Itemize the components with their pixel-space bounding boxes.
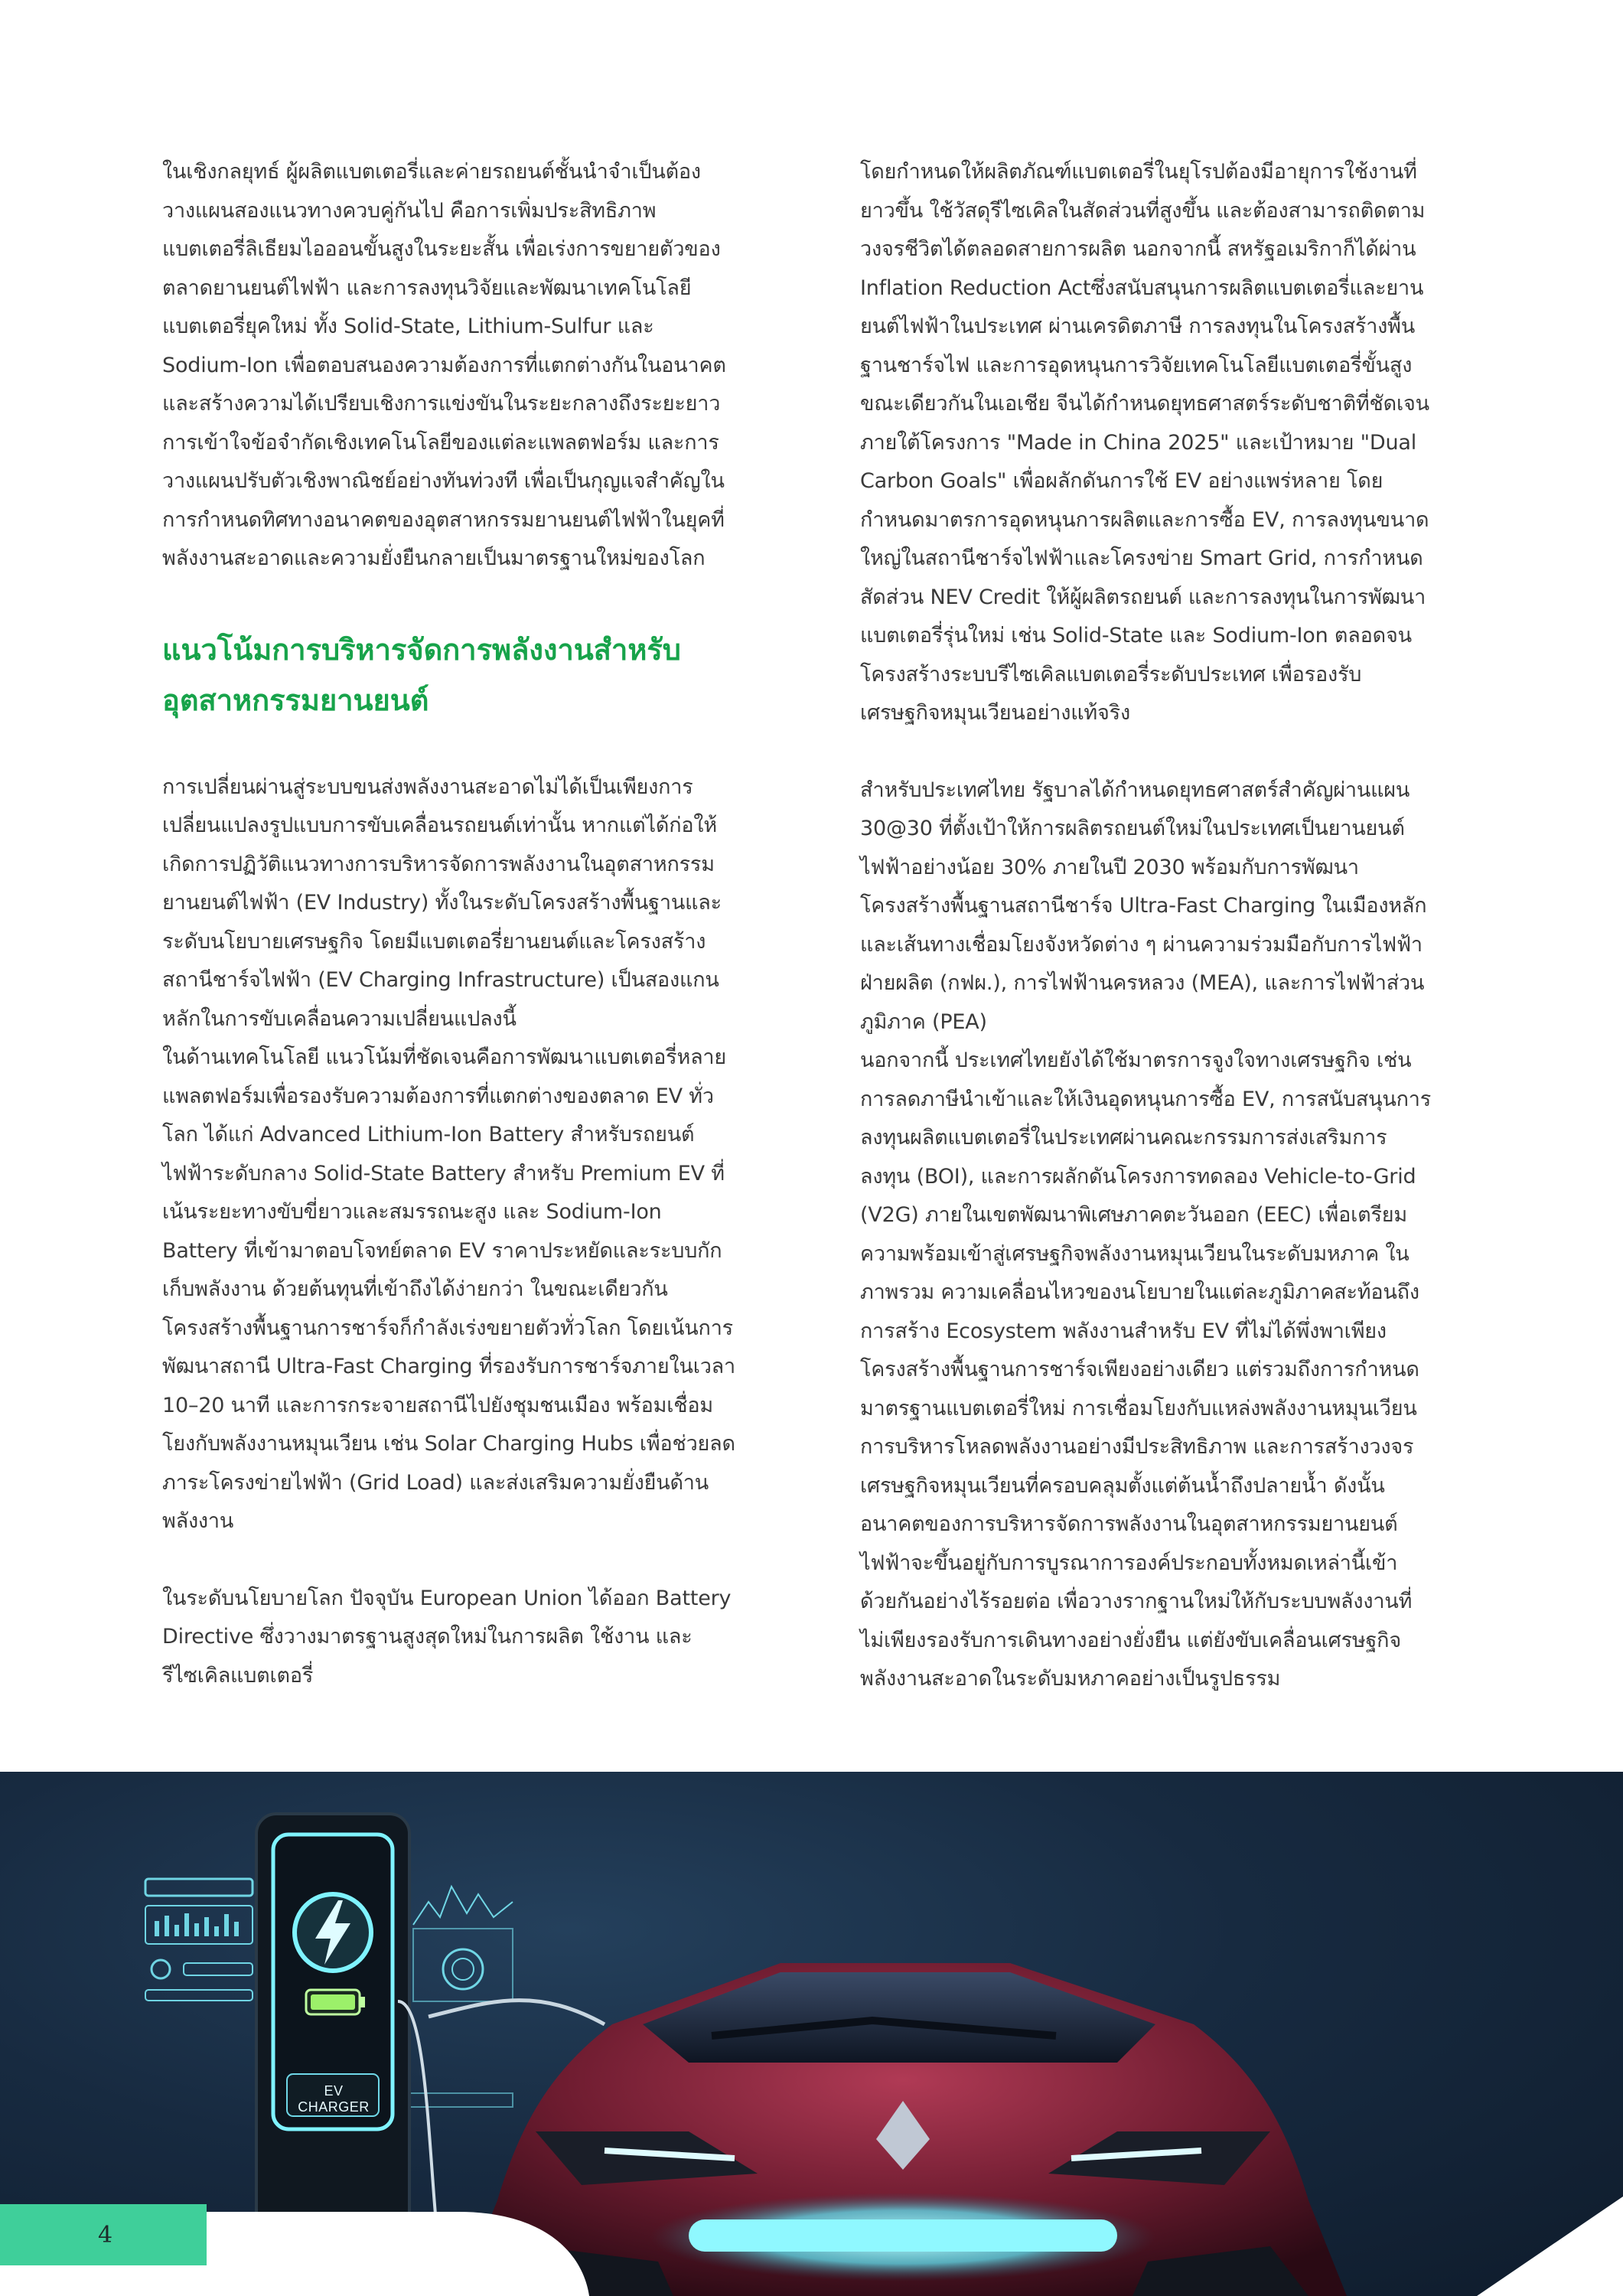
text-line: การเข้าใจข้อจำกัดเชิงเทคโนโลยีของแต่ละแพลตฟอร์ม และการ bbox=[162, 430, 719, 455]
text-line: แพลตฟอร์มเพื่อรองรับความต้องการที่แตกต่างของตลาด EV ทั่ว bbox=[162, 1084, 714, 1108]
text-line: ภาพรวม ความเคลื่อนไหวของนโยบายในแต่ละภูมิภาคสะท้อนถึง bbox=[860, 1280, 1419, 1304]
text-line: แบตเตอรี่ลิเธียมไอออนขั้นสูงในระยะสั้น เพื่อเร่งการขยายตัวของ bbox=[162, 237, 721, 261]
technology-paragraph bbox=[162, 1039, 774, 1541]
text-line: ความพร้อมเข้าสู่เศรษฐกิจพลังงานหมุนเวียนในระดับมหภาค ใน bbox=[860, 1241, 1410, 1266]
text-line: Battery ที่เข้ามาตอบโจทย์ตลาด EV ราคาประหยัดและระบบกัก bbox=[162, 1238, 722, 1263]
text-line: โลก ได้แก่ Advanced Lithium-Ion Battery สำหรับรถยนต์ bbox=[162, 1123, 695, 1146]
text-line: ไฟฟ้าจะขึ้นอยู่กับการบูรณาการองค์ประกอบทั้งหมดเหล่านี้เข้า bbox=[860, 1551, 1398, 1575]
text-line: ลงทุน (BOI), และการผลักดันโครงการทดลอง Vehicle-to-Grid bbox=[860, 1164, 1416, 1189]
text-line: โครงสร้างพื้นฐานสถานีชาร์จ Ultra-Fast Charging ในเมืองหลัก bbox=[860, 894, 1427, 918]
text-line: Directive ซึ่งวางมาตรฐานสูงสุดใหม่ในการผลิต ใช้งาน และ bbox=[162, 1625, 693, 1649]
text-line: (V2G) ภายในเขตพัฒนาพิเศษภาคตะวันออก (EEC) เพื่อเตรียม bbox=[860, 1203, 1408, 1227]
text-line: ภายใต้โครงการ "Made in China 2025" และเป้าหมาย "Dual bbox=[860, 430, 1417, 455]
section-heading bbox=[162, 625, 774, 726]
text-line: อุตสาหกรรมยานยนต์ bbox=[162, 683, 429, 717]
text-line: ด้วยกันอย่างไร้รอยต่อ เพื่อวางรากฐานใหม่ให้กับระบบพลังงานที่ bbox=[860, 1590, 1413, 1613]
text-line: อนาคตของการบริหารจัดการพลังงานในอุตสาหกรรมยานยนต์ bbox=[860, 1512, 1398, 1536]
electric-car bbox=[459, 1963, 1347, 2296]
text-line: เปลี่ยนแปลงรูปแบบการขับเคลื่อนรถยนต์เท่านั้น หากแต่ได้ก่อให้ bbox=[162, 814, 717, 837]
text-line: มาตรฐานแบตเตอรี่ใหม่ การเชื่อมโยงกับแหล่งพลังงานหมุนเวียน bbox=[860, 1396, 1417, 1420]
text-line: การเปลี่ยนผ่านสู่ระบบขนส่งพลังงานสะอาดไม่ได้เป็นเพียงการ bbox=[162, 775, 693, 799]
text-line: การสร้าง Ecosystem พลังงานสำหรับ EV ที่ไม่ได้พึ่งพาเพียง bbox=[860, 1319, 1387, 1343]
text-line: วางแผนสองแนวทางควบคู่กันไป คือการเพิ่มประสิทธิภาพ bbox=[162, 198, 657, 223]
text-line: และเส้นทางเชื่อมโยงจังหวัดต่าง ๆ ผ่านความร่วมมือกับการไฟฟ้า bbox=[860, 932, 1423, 957]
ev-charger-label: EV CHARGER bbox=[298, 2083, 370, 2115]
text-line: กำหนดมาตรการอุดหนุนการผลิตและการซื้อ EV, การลงทุนขนาด bbox=[860, 507, 1429, 532]
paragraph-gap bbox=[860, 733, 1472, 771]
text-line: โครงสร้างระบบรีไซเคิลแบตเตอรี่ระดับประเทศ เพื่อรองรับ bbox=[860, 662, 1362, 687]
text-line: สถานีชาร์จไฟฟ้า (EV Charging Infrastructure) เป็นสองแกน bbox=[162, 968, 719, 992]
right-column bbox=[860, 153, 1472, 1699]
text-line: ยาวขึ้น ใช้วัสดุรีไซเคิลในสัดส่วนที่สูงขึ้น และต้องสามารถติดตาม bbox=[860, 198, 1426, 223]
text-line: พัฒนาสถานี Ultra-Fast Charging ที่รองรับการชาร์จภายในเวลา bbox=[162, 1355, 735, 1378]
text-line: พลังงานสะอาดและความยั่งยืนกลายเป็นมาตรฐานใหม่ของโลก bbox=[162, 546, 706, 570]
text-line: การลดภาษีนำเข้าและให้เงินอุดหนุนการซื้อ EV, การสนับสนุนการ bbox=[860, 1087, 1431, 1111]
ev-scene-illustration bbox=[0, 1772, 1623, 2296]
white-corner-triangle bbox=[1477, 2197, 1623, 2296]
text-line: 30@30 ที่ตั้งเป้าให้การผลิตรถยนต์ใหม่ในประเทศเป็นยานยนต์ bbox=[860, 817, 1405, 840]
text-line: พลังงาน bbox=[162, 1509, 234, 1533]
text-line: ฝ่ายผลิต (กฟผ.), การไฟฟ้านครหลวง (MEA), และการไฟฟ้าส่วน bbox=[860, 971, 1425, 995]
transition-paragraph bbox=[162, 768, 774, 1039]
text-line: ไฟฟ้าระดับกลาง Solid-State Battery สำหรับ Premium EV ที่ bbox=[162, 1161, 725, 1186]
text-line: แนวโน้มการบริหารจัดการพลังงานสำหรับ bbox=[162, 632, 681, 667]
text-line: ยนต์ไฟฟ้าในประเทศ ผ่านเครดิตภาษี การลงทุนในโครงสร้างพื้น bbox=[860, 315, 1416, 338]
policy-paragraph bbox=[162, 1580, 774, 1696]
text-line: พลังงานสะอาดในระดับมหภาคอย่างเป็นรูปธรรม bbox=[860, 1667, 1281, 1691]
text-line: Carbon Goals" เพื่อผลักดันการใช้ EV อย่างแพร่หลาย โดย bbox=[860, 469, 1383, 493]
text-line: ไฟฟ้าอย่างน้อย 30% ภายในปี 2030 พร้อมกับการพัฒนา bbox=[860, 855, 1359, 879]
text-line: ในเชิงกลยุทธ์ ผู้ผลิตแบตเตอรี่และค่ายรถยนต์ชั้นนำจำเป็นต้อง bbox=[162, 160, 701, 184]
text-line: สัดส่วน NEV Credit ให้ผู้ผลิตรถยนต์ และการลงทุนในการพัฒนา bbox=[860, 585, 1426, 609]
text-line: ไม่เพียงรองรับการเดินทางอย่างยั่งยืน แต่ยังขับเคลื่อนเศรษฐกิจ bbox=[860, 1628, 1401, 1652]
left-column bbox=[162, 153, 774, 1695]
intro-paragraph bbox=[162, 153, 774, 579]
text-line: การกำหนดทิศทางอนาคตของอุตสาหกรรมยานยนต์ไฟฟ้าในยุคที่ bbox=[162, 507, 725, 532]
text-line: Sodium-Ion เพื่อตอบสนองความต้องการที่แตกต่างกันในอนาคต bbox=[162, 353, 726, 377]
text-line: รีไซเคิลแบตเตอรี่ bbox=[162, 1663, 314, 1688]
page-number: 4 bbox=[98, 2221, 113, 2249]
text-line: และสร้างความได้เปรียบเชิงการแข่งขันในระยะกลางถึงระยะยาว bbox=[162, 392, 721, 416]
text-line: การบริหารโหลดพลังงานอย่างมีประสิทธิภาพ และการสร้างวงจร bbox=[860, 1435, 1414, 1459]
thailand-paragraph bbox=[860, 771, 1472, 1042]
text-line: 10–20 นาที และการกระจายสถานีไปยังชุมชนเมือง พร้อมเชื่อม bbox=[162, 1393, 713, 1417]
text-line: เศรษฐกิจหมุนเวียนอย่างแท้จริง bbox=[860, 701, 1130, 725]
conclusion-paragraph bbox=[860, 1042, 1472, 1699]
text-line: โครงสร้างพื้นฐานการชาร์จก็กำลังเร่งขยายตัวทั่วโลก โดยเน้นการ bbox=[162, 1316, 733, 1340]
text-line: ฐานชาร์จไฟ และการอุดหนุนการวิจัยเทคโนโลยีแบตเตอรี่ขั้นสูง bbox=[860, 353, 1413, 377]
text-line: ยานยนต์ไฟฟ้า (EV Industry) ทั้งในระดับโครงสร้างพื้นฐานและ bbox=[162, 891, 722, 915]
text-line: หลักในการขับเคลื่อนความเปลี่ยนแปลงนี้ bbox=[162, 1006, 517, 1031]
text-line: ขณะเดียวกันในเอเชีย จีนได้กำหนดยุทธศาสตร์ระดับชาติที่ชัดเจน bbox=[860, 392, 1429, 416]
text-line: เก็บพลังงาน ด้วยต้นทุนที่เข้าถึงได้ง่ายกว่า ในขณะเดียวกัน bbox=[162, 1277, 668, 1301]
text-line: แบตเตอรี่ยุคใหม่ ทั้ง Solid-State, Lithium-Sulfur และ bbox=[162, 315, 654, 338]
text-line: Inflation Reduction Actซึ่งสนับสนุนการผลิตแบตเตอรี่และยาน bbox=[860, 276, 1424, 300]
paragraph-gap bbox=[162, 1541, 774, 1580]
text-line: เน้นระยะทางขับขี่ยาวและสมรรถนะสูง และ Sodium-Ion bbox=[162, 1200, 662, 1224]
text-line: โยงกับพลังงานหมุนเวียน เช่น Solar Charging Hubs เพื่อช่วยลด bbox=[162, 1432, 735, 1456]
text-line: ลงทุนผลิตแบตเตอรี่ในประเทศผ่านคณะกรรมการส่งเสริมการ bbox=[860, 1126, 1387, 1150]
text-line: ใหญ่ในสถานีชาร์จไฟฟ้าและโครงข่าย Smart Grid, การกำหนด bbox=[860, 546, 1423, 570]
text-line: สำหรับประเทศไทย รัฐบาลได้กำหนดยุทธศาสตร์สำคัญผ่านแผน bbox=[860, 778, 1410, 802]
text-line: วงจรชีวิตได้ตลอดสายการผลิต นอกจากนี้ สหรัฐอเมริกาก็ได้ผ่าน bbox=[860, 237, 1416, 261]
text-line: ในระดับนโยบายโลก ปัจจุบัน European Union ได้ออก Battery bbox=[162, 1586, 732, 1610]
text-line: นอกจากนี้ ประเทศไทยยังได้ใช้มาตรการจูงใจทางเศรษฐกิจ เช่น bbox=[860, 1049, 1412, 1072]
text-line: เกิดการปฏิวัติแนวทางการบริหารจัดการพลังงานในอุตสาหกรรม bbox=[162, 852, 715, 876]
text-line: ภาระโครงข่ายไฟฟ้า (Grid Load) และส่งเสริมความยั่งยืนด้าน bbox=[162, 1470, 709, 1495]
text-line: ตลาดยานยนต์ไฟฟ้า และการลงทุนวิจัยและพัฒนาเทคโนโลยี bbox=[162, 276, 692, 300]
text-line: แบตเตอรี่รุ่นใหม่ เช่น Solid-State และ Sodium-Ion ตลอดจน bbox=[860, 624, 1412, 647]
text-line: ในด้านเทคโนโลยี แนวโน้มที่ชัดเจนคือการพัฒนาแบตเตอรี่หลาย bbox=[162, 1045, 727, 1069]
global-policy-paragraph bbox=[860, 153, 1472, 733]
ev-charging-hero-image bbox=[0, 1772, 1623, 2296]
text-line: โครงสร้างพื้นฐานการชาร์จเพียงอย่างเดียว แต่รวมถึงการกำหนด bbox=[860, 1358, 1419, 1381]
text-line: เศรษฐกิจหมุนเวียนที่ครอบคลุมตั้งแต่ต้นน้ำถึงปลายน้ำ ดังนั้น bbox=[860, 1473, 1385, 1498]
text-line: ภูมิภาค (PEA) bbox=[860, 1009, 987, 1034]
page-number-tab bbox=[0, 2204, 207, 2265]
text-line: ระดับนโยบายเศรษฐกิจ โดยมีแบตเตอรี่ยานยนต์และโครงสร้าง bbox=[162, 929, 706, 954]
text-line: วางแผนปรับตัวเชิงพาณิชย์อย่างทันท่วงที เพื่อเป็นกุญแจสำคัญใน bbox=[162, 469, 725, 493]
text-line: โดยกำหนดให้ผลิตภัณฑ์แบตเตอรี่ในยุโรปต้องมีอายุการใช้งานที่ bbox=[860, 160, 1417, 184]
